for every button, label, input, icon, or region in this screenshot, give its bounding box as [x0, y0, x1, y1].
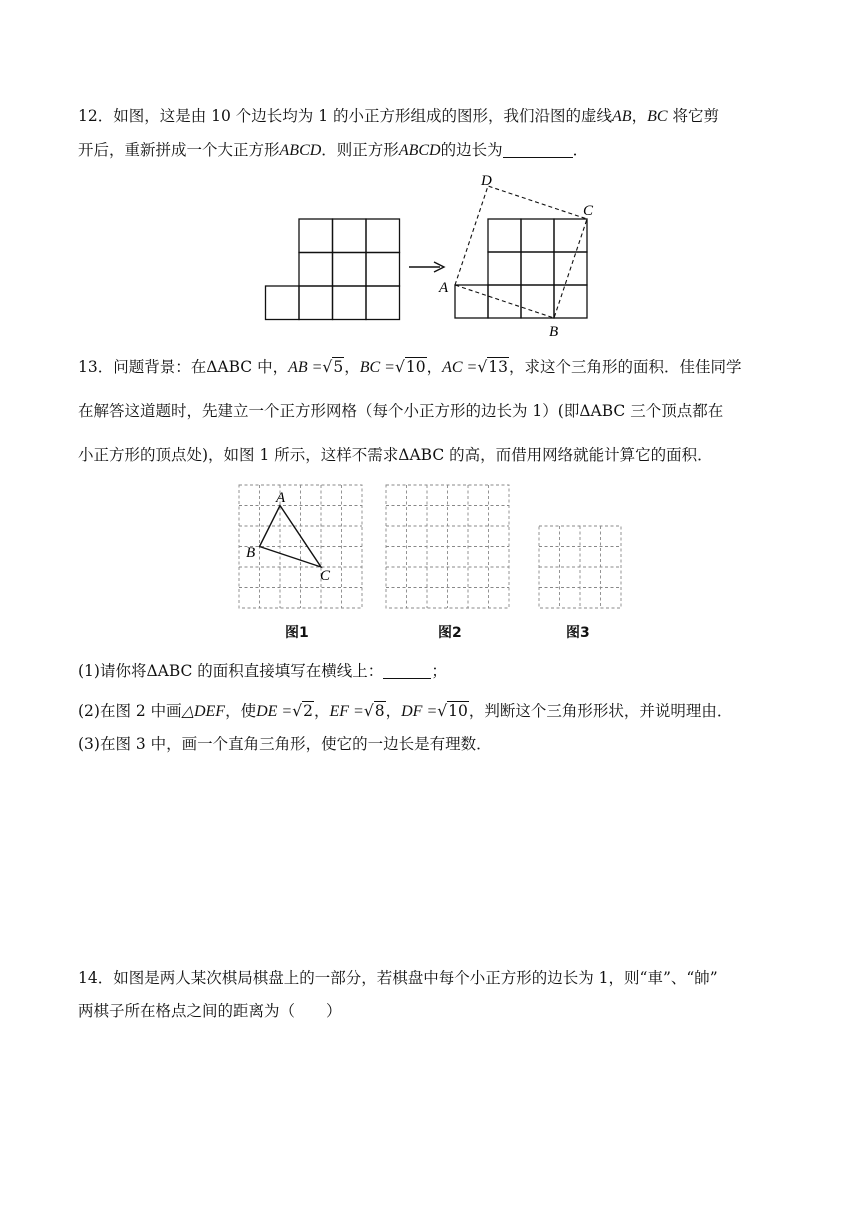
q13-figure-2 [385, 484, 511, 610]
q12-line2: 开后，重新拼成一个大正方形ABCD．则正方形ABCD的边长为 ． [78, 141, 589, 159]
q13-part3: (3)在图 3 中，画一个直角三角形，使它的一边长是有理数． [78, 735, 492, 753]
q13-label-a: A [276, 490, 286, 506]
q12-left-figure [265, 218, 401, 322]
q13-line1: 13．问题背景：在ΔABC 中，AB =√5，BC =√10，AC =√13，求这个三角形的面积．佳佳同学 [78, 358, 742, 376]
sqrt-2: √2 [292, 702, 313, 720]
q13-line3: 小正方形的顶点处)，如图 1 所示，这样不需求ΔABC 的高，而借用网络就能计算它的面积． [78, 446, 713, 464]
q12-right-figure [438, 172, 608, 342]
q14-line2: 两棋子所在格点之间的距离为（ ） [78, 1002, 342, 1020]
sqrt-10b: √10 [437, 702, 468, 720]
q13-part2: (2)在图 2 中画△DEF，使DE =√2，EF =√8，DF =√10，判断这个三角形形状，并说明理由． [78, 702, 733, 720]
fig2-caption: 图2 [438, 625, 462, 641]
q14-line1: 14．如图是两人某次棋局棋盘上的一部分，若棋盘中每个小正方形的边长为 1，则“車”、“帥” [78, 969, 718, 987]
q13-figure-1 [238, 484, 364, 610]
q12-answer-blank[interactable] [503, 141, 573, 158]
sqrt-5: √5 [322, 358, 344, 376]
sqrt-8: √8 [363, 702, 385, 720]
q13-label-b: B [246, 545, 256, 561]
fig1-caption: 图1 [285, 625, 309, 641]
q12-line1: 12．如图，这是由 10 个边长均为 1 的小正方形组成的图形，我们沿图的虚线AB，BC 将它剪 [78, 107, 719, 125]
q13-part1: (1)请你将ΔABC 的面积直接填写在横线上： ； [78, 662, 447, 680]
q12-label-d: D [481, 173, 492, 189]
q12-label-a: A [439, 280, 449, 296]
sqrt-13: √13 [477, 358, 508, 376]
q13-answer-blank[interactable] [383, 662, 431, 679]
q13-line2: 在解答这道题时，先建立一个正方形网格（每个小正方形的边长为 1）(即ΔABC 三个顶点都在 [78, 402, 724, 420]
sqrt-10: √10 [394, 358, 426, 376]
q12-label-c: C [583, 203, 594, 219]
q13-figure-3 [538, 525, 623, 610]
q13-label-c: C [320, 568, 331, 584]
q12-label-b: B [549, 324, 559, 340]
fig3-caption: 图3 [566, 625, 590, 641]
